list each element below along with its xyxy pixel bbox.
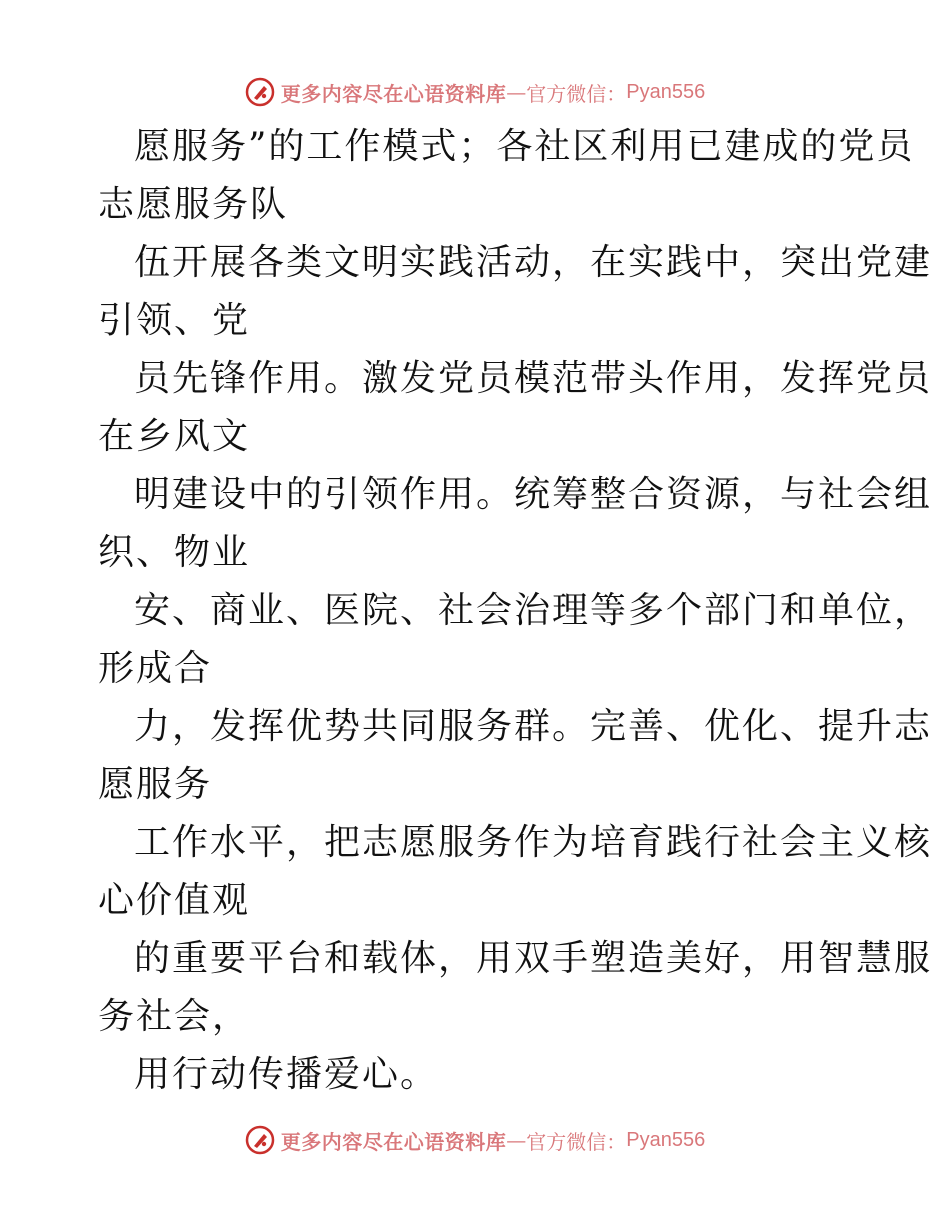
body-line: 力，发挥优势共同服务群。完善、优化、提升志 xyxy=(134,706,933,747)
pen-nib-logo-icon xyxy=(245,77,275,107)
footer-site-text: 更多内容尽在心语资料库 xyxy=(280,1129,507,1154)
body-line: 员先锋作用。激发党员模范带头作用，发挥党员 xyxy=(134,358,933,399)
body-line: 心价值观 xyxy=(98,880,251,921)
header-wechat-label: 官方微信： xyxy=(526,81,627,106)
pen-nib-logo-icon xyxy=(245,1125,275,1155)
header-dash: — xyxy=(506,80,527,104)
body-line: 愿服务 xyxy=(98,764,213,805)
body-line: 明建设中的引领作用。统筹整合资源，与社会组 xyxy=(134,474,933,515)
footer-wechat-account: Pyan556 xyxy=(626,1128,706,1151)
header-watermark xyxy=(0,72,950,112)
body-line: 安、商业、医院、社会治理等多个部门和单位， xyxy=(134,590,933,631)
body-line: 的重要平台和载体，用双手塑造美好，用智慧服 xyxy=(134,938,933,979)
footer-dash: — xyxy=(506,1128,527,1152)
header-wechat-account: Pyan556 xyxy=(626,80,706,103)
body-line: 在乡风文 xyxy=(98,416,251,457)
body-line: 伍开展各类文明实践活动，在实践中，突出党建 xyxy=(134,242,933,283)
body-line: 工作水平，把志愿服务作为培育践行社会主义核 xyxy=(134,822,933,863)
header-site-text: 更多内容尽在心语资料库 xyxy=(280,81,507,106)
footer-wechat-label: 官方微信： xyxy=(526,1129,627,1154)
footer-watermark xyxy=(0,1120,950,1160)
document-body xyxy=(98,118,933,1104)
body-line: 引领、党 xyxy=(98,300,251,341)
body-line: 形成合 xyxy=(98,648,213,689)
body-line: 务社会， xyxy=(98,996,251,1037)
body-line: 用行动传播爱心。 xyxy=(134,1054,439,1095)
body-line: 志愿服务队 xyxy=(98,184,289,225)
body-line: 织、物业 xyxy=(98,532,251,573)
body-line: 愿服务”的工作模式；各社区利用已建成的党员 xyxy=(134,126,915,167)
